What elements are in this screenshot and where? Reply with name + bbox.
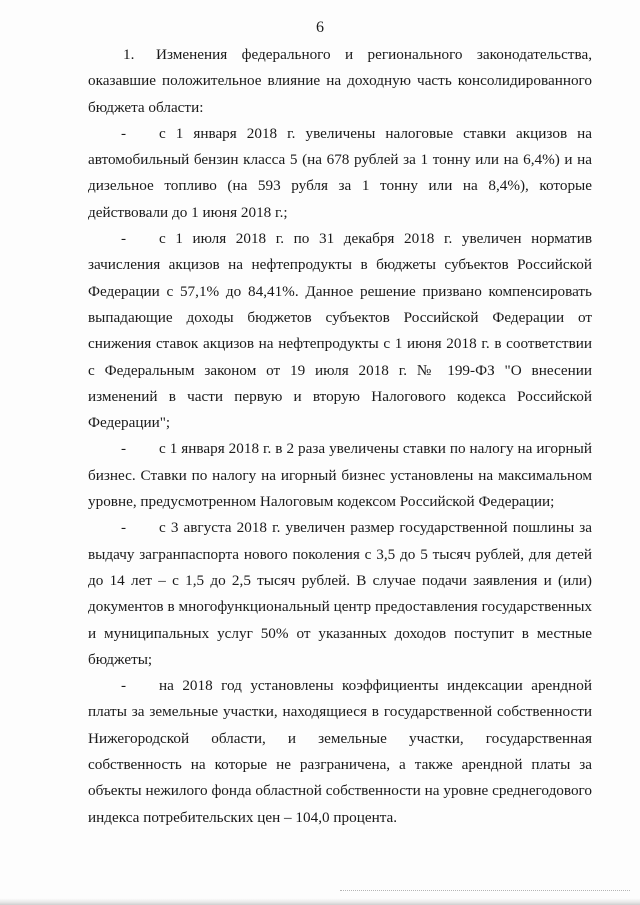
page-number: 6	[316, 19, 324, 36]
bullet-dash: -	[121, 677, 127, 695]
scan-artifact-line	[340, 890, 630, 893]
list-item-text: с 1 июля 2018 г. по 31 декабря 2018 г. увеличен норматив зачисления акцизов на нефтепродукты в бюджеты субъектов Российской Федерации с 57,1% до 84,41%. Данное решение призвано компенсировать выпадающие доходы бюджетов субъектов Российской Федерации от снижения ставок акцизов на нефтепродукты с 1 июня 2018 г. в соответствии с Федеральным законом от 19 июля 2018 г. № 199-ФЗ "О внесении изменений в части первую и вторую Налогового кодекса Российской Федерации";	[88, 230, 592, 432]
bullet-dash: -	[121, 519, 127, 537]
scan-edge-shadow	[0, 898, 640, 905]
bullet-dash: -	[121, 124, 127, 142]
list-item-text: с 1 января 2018 г. в 2 раза увеличены ставки по налогу на игорный бизнес. Ставки по налогу на игорный бизнес установлены на максимальном уровне, предусмотренном Налоговым кодексом Российской Федерации;	[88, 440, 592, 511]
section-title: Изменения федерального и регионального законодательства, оказавшие положительное влияние на доходную часть консолидированного бюджета области:	[88, 46, 592, 116]
bullet-dash: -	[121, 230, 127, 248]
list-item	[88, 673, 592, 831]
document-body	[88, 42, 592, 831]
list-item	[88, 121, 592, 226]
list-item-text: на 2018 год установлены коэффициенты индексации арендной платы за земельные участки, находящиеся в государственной собственности Нижегородской области, и земельные участки, государственная собственность на которые не разграничена, а также арендной платы за объекты нежилого фонда областной собственности на уровне среднегодового индекса потребительских цен – 104,0 процента.	[88, 677, 592, 826]
section-heading-paragraph	[88, 42, 592, 121]
bullet-dash: -	[121, 440, 127, 458]
list-item	[88, 515, 592, 673]
section-number: 1.	[123, 46, 135, 63]
list-item	[88, 226, 592, 436]
list-item	[88, 436, 592, 515]
list-item-text: с 1 января 2018 г. увеличены налоговые ставки акцизов на автомобильный бензин класса 5 (на 678 рублей за 1 тонну или на 6,4%) и на дизельное топливо (на 593 рубля за 1 тонну или на 8,4%), которые действовали до 1 июня 2018 г.;	[88, 124, 592, 221]
list-item-text: с 3 августа 2018 г. увеличен размер государственной пошлины за выдачу загранпаспорта нового поколения с 3,5 до 5 тысяч рублей, для детей до 14 лет – с 1,5 до 2,5 тысяч рублей. В случае подачи заявления и (или) документов в многофункциональный центр предоставления государственных и муниципальных услуг 50% от указанных доходов поступит в местные бюджеты;	[88, 519, 592, 668]
